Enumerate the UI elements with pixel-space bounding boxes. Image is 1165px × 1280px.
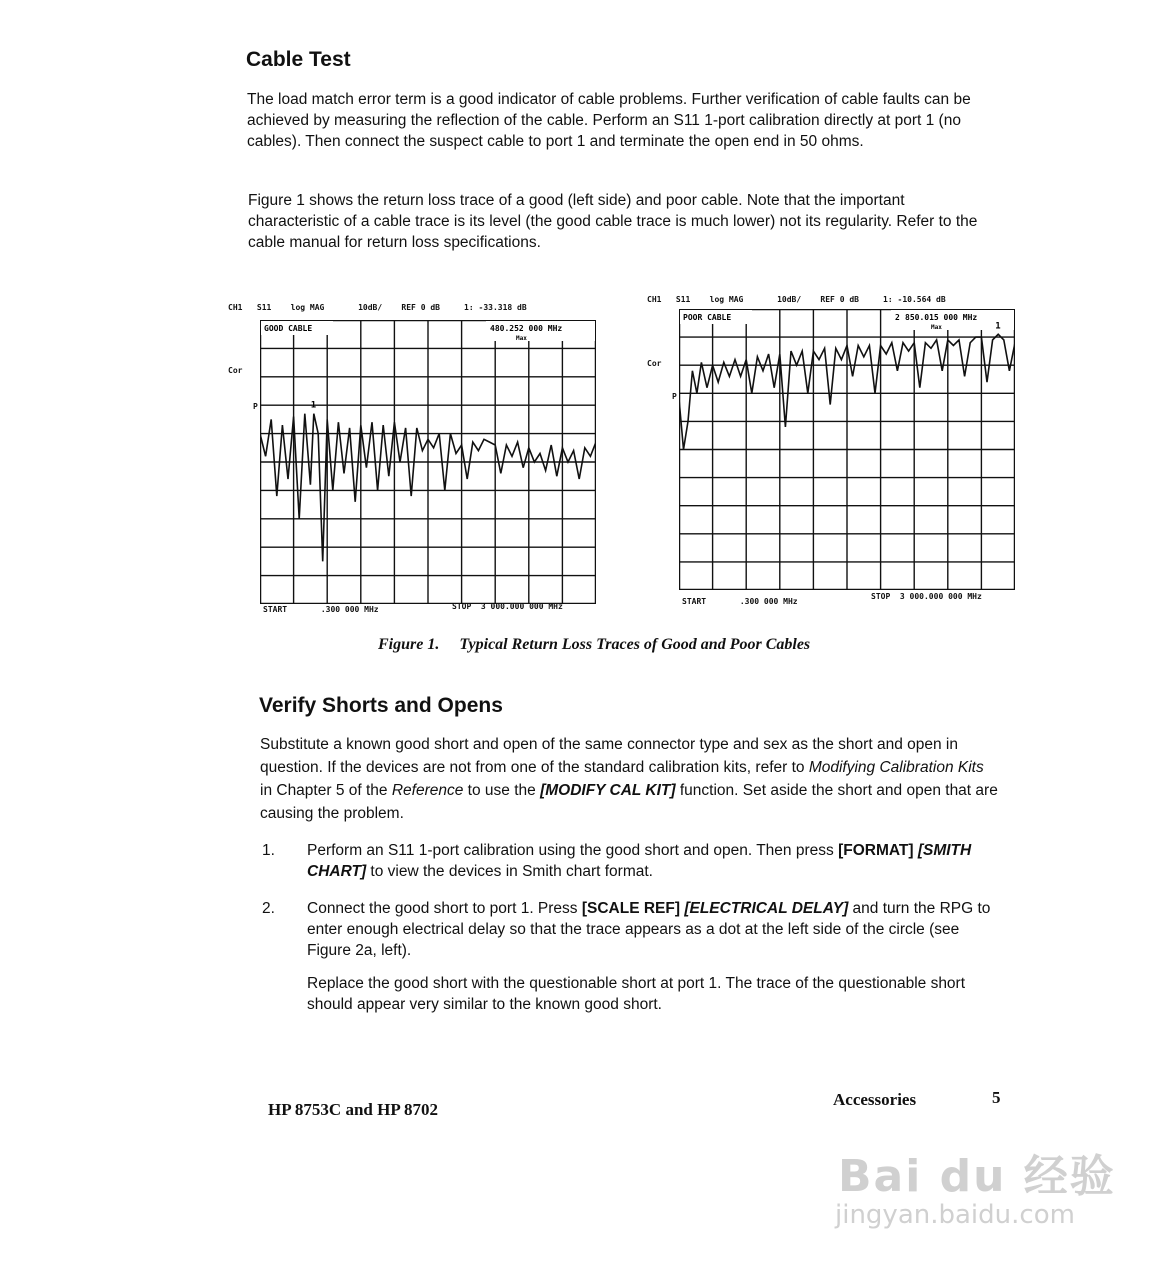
chart1-scale: 10dB/ — [358, 303, 383, 312]
step-1-key-format: [FORMAT] — [838, 842, 914, 859]
chart2-stop-value: 3 000.000 000 MHz — [899, 592, 982, 601]
chart1-channel: CH1 — [228, 303, 243, 312]
steps-list — [262, 840, 1002, 1015]
chart2-start — [682, 597, 798, 606]
figure-caption-text: Typical Return Loss Traces of Good and Poor Cables — [459, 636, 811, 653]
chart2-param: S11 — [675, 295, 691, 304]
cable-test-paragraph-1: The load match error term is a good indicator of cable problems. Further verification of cable faults can be achieved by measuring the reflection of the cable. Perform an S11 1-port calibration directly at port 1 (no cables). Then connect the suspect cable to port 1 and terminate the open end in 50 ohms. — [247, 91, 971, 150]
section-title-verify-shorts: Verify Shorts and Opens — [259, 694, 503, 717]
verify-para-c: to use the — [463, 782, 541, 799]
verify-para-a: Substitute a known good short and open of the same connector type and sex as the short and open in question. If the devices are not from one of the standard calibration kits, refer to — [260, 736, 958, 776]
figure-caption-label: Figure 1. — [378, 636, 440, 653]
verify-para-key-modify-cal-kit: [MODIFY CAL KIT] — [540, 782, 676, 799]
chart1-marker-readout: 1: -33.318 dB — [464, 303, 527, 312]
footer-product: HP 8753C and HP 8702 — [268, 1100, 439, 1119]
step-1-text-b: to view the devices in Smith chart format. — [366, 863, 653, 880]
chart2-marker-number: 1 — [995, 321, 1001, 332]
chart1-start — [263, 605, 379, 614]
good-cable-chart — [228, 300, 608, 620]
step-2 — [262, 898, 1002, 1015]
chart2-marker-index: 2 — [895, 313, 900, 322]
chart1-start-value: .300 000 MHz — [320, 605, 379, 614]
step-1-key-smith-chart: [SMITH CHART] — [307, 842, 972, 880]
chart2-marker-freq-tag: Max — [931, 324, 942, 331]
chart1-plot — [260, 320, 596, 604]
poor-cable-chart — [647, 287, 1027, 612]
chart1-ref: REF 0 dB — [401, 303, 440, 312]
chart1-stop-value: 3 000.000 000 MHz — [480, 602, 563, 611]
section-title-cable-test: Cable Test — [246, 48, 351, 71]
chart2-trace-label: POOR CABLE — [683, 313, 732, 322]
chart2-cor-label: Cor — [647, 359, 662, 368]
chart2-format: log MAG — [709, 295, 744, 304]
watermark-logo: Bai du 经验 — [838, 1151, 1116, 1202]
chart2-grid — [679, 309, 1015, 590]
footer-section: Accessories — [833, 1090, 917, 1109]
chart2-stop — [871, 592, 982, 601]
chart1-trace-label: GOOD CABLE — [264, 324, 313, 333]
chart1-header — [228, 303, 527, 312]
watermark-url: jingyan.baidu.com — [835, 1200, 1075, 1230]
chart2-plot — [679, 309, 1015, 590]
chart2-start-value: .300 000 MHz — [739, 597, 798, 606]
step-2-key-scale-ref: [SCALE REF] — [581, 900, 681, 917]
verify-para-italic-reference: Reference — [391, 782, 464, 799]
chart1-param: S11 — [256, 303, 272, 312]
chart2-scale: 10dB/ — [777, 295, 802, 304]
step-2-text-a: Connect the good short to port 1. Press — [307, 900, 582, 917]
chart2-stop-label: STOP — [871, 592, 891, 601]
step-2-extra: Replace the good short with the questionable short at port 1. The trace of the questionable short should appear very similar to the known good short. — [307, 975, 966, 1013]
chart2-channel: CH1 — [647, 295, 662, 304]
chart1-stop — [452, 602, 563, 611]
verify-para-b: in Chapter 5 of the — [260, 782, 392, 799]
chart2-ref: REF 0 dB — [820, 295, 859, 304]
step-2-text-b: and turn the RPG to enter enough electrical delay so that the trace appears as a dot at the left side of the circle (see Figure 2a, left). — [307, 900, 991, 959]
chart2-marker-freq: 850.015 000 MHz — [905, 313, 978, 322]
chart2-header — [647, 295, 946, 304]
chart1-marker-freq-tag: Max — [516, 335, 527, 342]
chart1-marker-number: 1 — [310, 400, 317, 411]
step-1-text-a: Perform an S11 1-port calibration using the good short and open. Then press — [307, 842, 839, 859]
chart2-p-label: P — [672, 392, 677, 401]
chart2-start-label: START — [682, 597, 707, 606]
chart1-format: log MAG — [290, 303, 325, 312]
step-1 — [262, 840, 1002, 882]
footer-page-number: 5 — [992, 1088, 1001, 1107]
verify-para-d: function. Set aside the short and open that are causing the problem. — [260, 782, 998, 822]
step-2-number: 2. — [262, 900, 275, 917]
chart1-grid — [260, 320, 596, 604]
chart1-stop-label: STOP — [452, 602, 472, 611]
verify-shorts-paragraph — [260, 733, 1000, 825]
figure-caption — [378, 636, 810, 654]
chart1-cor-label: Cor — [228, 366, 243, 375]
chart1-start-label: START — [263, 605, 288, 614]
verify-para-italic-modifying: Modifying Calibration Kits — [808, 759, 984, 776]
chart2-marker-readout: 1: -10.564 dB — [883, 295, 946, 304]
cable-test-paragraph-2: Figure 1 shows the return loss trace of a good (left side) and poor cable. Note that the important characteristic of a cable trace is its level (the good cable trace is much lower) not its regularity. Refer to the cable manual for return loss specifications. — [248, 192, 978, 251]
chart1-marker-freq: 480.252 000 MHz — [490, 324, 563, 333]
chart1-p-label: P — [253, 402, 258, 411]
step-2-key-electrical-delay: [ELECTRICAL DELAY] — [684, 900, 849, 917]
step-1-number: 1. — [262, 842, 275, 859]
